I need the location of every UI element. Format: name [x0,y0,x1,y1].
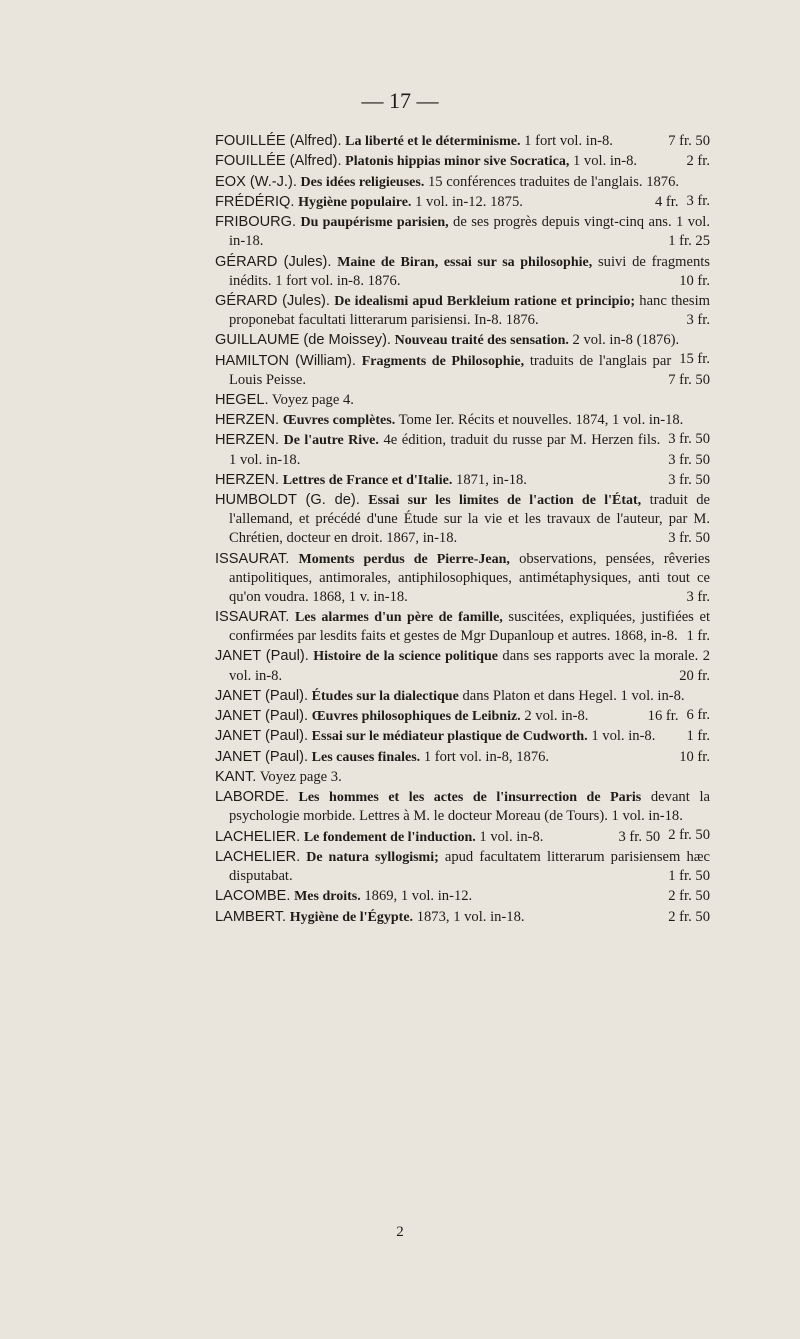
catalogue-entry [215,887,710,906]
entry-details: traduit de l'allemand, et précédé d'une Étude sur la vie et les travaux de l'auteur, par M. Chrétien, docteur en droit. 1867, in-18. [229,492,710,547]
entry-title: Œuvres complètes. [282,413,396,429]
entry-details: suscitées, expliquées, justifiées et confirmées par lesdits faits et gestes de Mgr Dupanloup et autres. 1868, in-8. [229,609,710,645]
entry-author: EOX (W.-J.). [215,173,297,190]
catalogue-entry [215,727,710,746]
catalogue-entry [215,908,710,927]
catalogue-entry [215,848,710,886]
catalogue-entry [215,828,710,847]
entry-details: Voyez page 4. [271,391,354,408]
entry-title: De idealismi apud Berkleium ratione et principio; [334,293,635,309]
entry-details: observations, pensées, rêveries antipolitiques, antimorales, antiphilosophiques, antimétaphysiques, anti tout ce qu'on voudra. 1868, 1 v. in-18. [229,550,710,605]
entry-details: hanc thesim proponebat facultati litterarum parisiensi. In-8. 1876. [229,292,710,328]
entry-author: FRIBOURG. [215,214,297,231]
entry-details: Voyez page 3. [259,768,342,785]
entry-details: dans ses rapports avec la morale. 2 vol. in-8. [229,648,710,684]
entry-author: FOUILLÉE (Alfred). [215,153,342,170]
entry-title: Essai sur le médiateur plastique de Cudworth. [311,729,588,745]
entry-title: De l'autre Rive. [283,433,379,449]
entry-price: 10 fr. [679,272,710,289]
entry-price: 3 fr. 50 [668,431,710,448]
catalogue-entry [215,193,710,212]
entry-title: Études sur la dialectique [311,688,459,704]
entry-price: 1 fr. 25 [668,233,710,250]
catalogue-entry [215,292,710,330]
entry-title: Fragments de Philosophie, [361,353,525,369]
entry-author: ISSAURAT. [215,609,290,626]
entry-price: 3 fr. 50 [618,828,661,845]
entry-title: Mes droits. [294,889,361,905]
entry-details: dans Platon et dans Hegel. 1 vol. in-8. [462,687,685,704]
entry-details: 1 fort vol. in-8. [524,133,613,149]
entry-author: KANT. [215,768,257,785]
entry-title: Des idées religieuses. [300,174,425,190]
entry-author: JANET (Paul). [215,687,308,704]
signature-mark: 2 [396,1224,404,1240]
entry-author: JANET (Paul). [215,748,308,765]
entry-author: HAMILTON (William). [215,352,356,369]
entry-price: 3 fr. [686,192,710,209]
entry-author: LACOMBE. [215,888,291,905]
catalogue-entry [215,352,710,390]
entry-author: HEGEL. [215,391,269,408]
entry-title: Le fondement de l'induction. [303,829,476,845]
entry-details: 1873, 1 vol. in-18. [416,908,525,925]
entry-title: Histoire de la science politique [313,649,498,665]
catalogue-entry [215,471,710,490]
entry-price: 15 fr. [679,351,710,368]
entry-author: ISSAURAT. [215,550,290,567]
entry-title: Hygiène populaire. [298,194,412,210]
entry-details: 1871, in-18. [456,471,527,488]
entry-title: Les causes finales. [311,749,421,765]
entry-author: FRÉDÉRIQ. [215,193,295,210]
entry-author: FOUILLÉE (Alfred). [215,133,342,149]
entry-details: 1 fort vol. in-8, 1876. [423,748,550,765]
entry-price: 3 fr. 50 [668,451,710,468]
entry-price: 3 fr. 50 [668,471,710,488]
entry-price: 10 fr. [679,748,710,765]
entry-details: devant la psychologie morbide. Lettres à M. le docteur Moreau (de Tours). 1 vol. in-18. [229,789,710,825]
entry-title: La liberté et le déterminisme. [345,134,521,149]
catalogue-entry [215,550,710,607]
entry-title: Du paupérisme parisien, [300,215,449,231]
catalogue-entry [215,152,710,171]
catalogue-entries [215,132,710,928]
entry-author: LABORDE. [215,789,289,806]
catalogue-entry [215,253,710,291]
catalogue-entry [215,647,710,685]
entry-author: GÉRARD (Jules). [215,253,332,270]
entry-author: HERZEN. [215,471,280,488]
entry-details: 2 vol. in-8 (1876). [572,332,680,349]
entry-author: HERZEN. [215,412,280,429]
entry-author: HERZEN. [215,432,280,449]
entry-price: 7 fr. 50 [668,371,710,388]
entry-title: Les alarmes d'un père de famille, [294,610,503,626]
entry-details: 1 vol. in-8. [479,828,544,845]
entry-price: 2 fr. [686,153,710,170]
entry-details: 2 vol. in-8. [524,708,589,725]
entry-details: traduits de l'anglais par Louis Peisse. [229,352,672,388]
entry-price: 7 fr. 50 [668,133,710,149]
catalogue-entry [215,391,710,410]
entry-price: 2 fr. 50 [668,888,710,905]
catalogue-entry [215,213,710,251]
entry-details: Tome Ier. Récits et nouvelles. 1874, 1 vol. in-18. [398,412,684,429]
catalogue-entry [215,431,710,469]
entry-price: 6 fr. [686,706,710,723]
entry-author: JANET (Paul). [215,648,309,665]
entry-details: 15 conférences traduites de l'anglais. 1876. [427,173,680,190]
catalogue-entry [215,707,710,726]
entry-title: Hygiène de l'Égypte. [289,909,414,925]
entry-author: GUILLAUME (de Moissey). [215,332,391,349]
entry-details: suivi de fragments inédits. 1 fort vol. in-8. 1876. [229,253,710,289]
entry-author: HUMBOLDT (G. de). [215,492,360,509]
catalogue-entry [215,748,710,767]
entry-details: de ses progrès depuis vingt-cinq ans. 1 vol. in-18. [229,214,711,250]
entry-author: LACHELIER. [215,848,301,865]
entry-title: Nouveau traité des sensation. [394,333,569,349]
entry-title: De natura syllogismi; [306,849,439,865]
entry-title: Moments perdus de Pierre-Jean, [298,551,510,567]
entry-price: 3 fr. 50 [668,530,710,547]
entry-details: 4e édition, traduit du russe par M. Herzen fils. 1 vol. in-18. [229,432,661,468]
entry-author: GÉRARD (Jules). [215,292,330,309]
entry-title: Maine de Biran, essai sur sa philosophie, [337,254,593,270]
entry-title: Lettres de France et d'Italie. [282,472,453,488]
entry-details: 1 vol. in-8. [572,153,638,170]
entry-details: apud facultatem litterarum parisiensem hæc disputabat. [229,848,710,884]
entry-price: 1 fr. [686,628,710,645]
entry-author: JANET (Paul). [215,728,308,745]
entry-title: Les hommes et les actes de l'insurrection de Paris [298,790,642,806]
entry-author: JANET (Paul). [215,708,308,725]
entry-title: Platonis hippias minor sive Socratica, [345,154,570,170]
entry-details: 1 vol. in-12. 1875. [415,193,523,210]
entry-price: 1 fr. [686,728,710,745]
catalogue-entry [215,491,710,548]
entry-title: Œuvres philosophiques de Leibniz. [311,709,521,725]
entry-price: 20 fr. [679,667,710,684]
entry-title: Essai sur les limites de l'action de l'État, [368,493,642,509]
entry-author: LAMBERT. [215,908,287,925]
entry-price: 2 fr. 50 [668,827,710,844]
entry-price: 16 fr. [647,708,679,725]
catalogue-entry [215,768,710,787]
entry-author: LACHELIER. [215,828,301,845]
page-number: — 17 — [361,88,439,113]
catalogue-entry [215,132,710,151]
entry-price: 2 fr. 50 [668,908,710,925]
entry-price: 1 fr. 50 [668,867,710,884]
entry-details: 1 vol. in-8. [591,728,656,745]
entry-price: 4 fr. [654,193,679,210]
entry-details: 1869, 1 vol. in-12. [364,888,473,905]
catalogue-entry [215,608,710,646]
entry-price: 3 fr. [686,311,710,328]
entry-price: 3 fr. [686,588,710,605]
